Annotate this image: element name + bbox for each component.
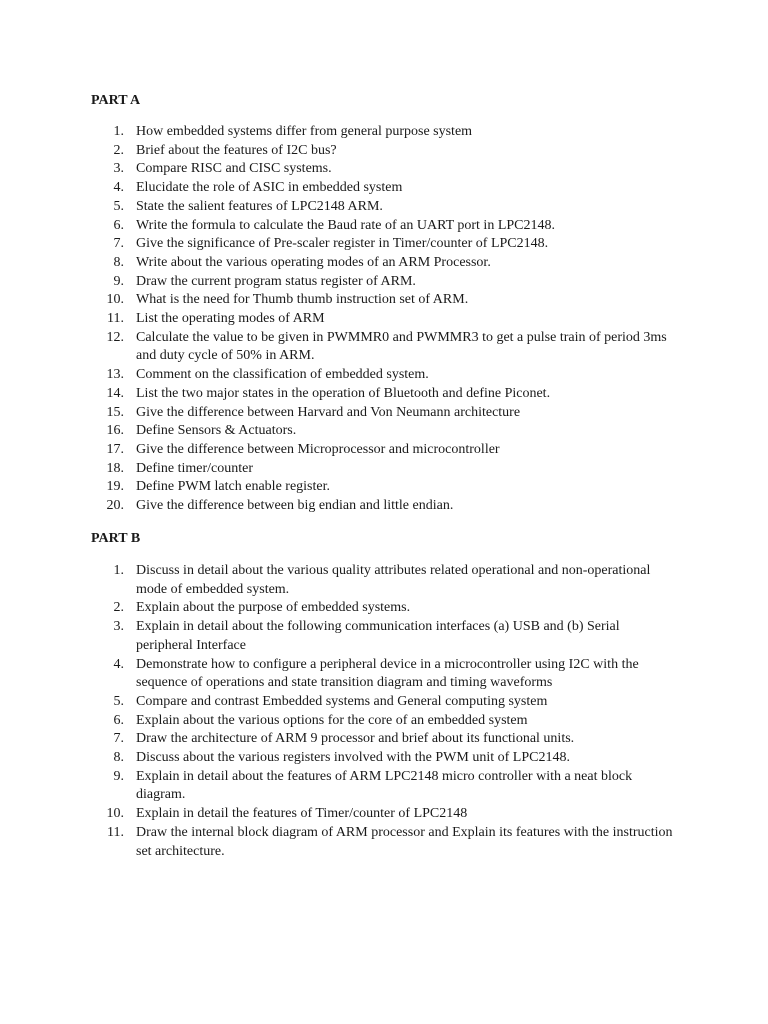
- question-item: [0, 497, 768, 516]
- question-item: [0, 730, 768, 749]
- question-item: [0, 562, 768, 599]
- question-item: [0, 693, 768, 712]
- question-item: [0, 656, 768, 693]
- question-item: [0, 749, 768, 768]
- question-text: Write the formula to calculate the Baud rate of an UART port in LPC2148.: [136, 217, 556, 233]
- question-text: Give the difference between Harvard and Von Neumann architecture: [136, 404, 521, 420]
- question-number: 5.: [113, 198, 124, 214]
- question-text: Explain about the purpose of embedded systems.: [136, 600, 411, 616]
- question-item: [0, 254, 768, 273]
- question-number: 6.: [113, 217, 124, 233]
- question-text: Explain in detail the features of Timer/counter of LPC2148: [136, 806, 468, 822]
- question-text: Write about the various operating modes of an ARM Processor.: [136, 254, 491, 270]
- question-text: Give the difference between Microprocessor and microcontroller: [136, 441, 500, 457]
- question-text: Explain in detail about the features of ARM LPC2148 micro controller with a neat block diagram.: [136, 768, 633, 803]
- question-text: Draw the architecture of ARM 9 processor and brief about its functional units.: [136, 731, 575, 747]
- question-number: 20.: [106, 498, 124, 514]
- question-number: 9.: [113, 768, 124, 784]
- question-item: [0, 824, 768, 861]
- question-item: [0, 142, 768, 161]
- question-item: [0, 198, 768, 217]
- question-text: Compare and contrast Embedded systems and General computing system: [136, 693, 548, 709]
- question-number: 9.: [113, 273, 124, 289]
- question-item: [0, 385, 768, 404]
- question-text: Define timer/counter: [136, 460, 254, 476]
- question-number: 11.: [107, 824, 124, 840]
- part-b-heading: PART B: [91, 531, 141, 546]
- question-number: 1.: [113, 563, 124, 578]
- question-text: Define PWM latch enable register.: [136, 479, 330, 495]
- question-item: [0, 123, 768, 142]
- question-text: Give the difference between big endian and little endian.: [136, 498, 454, 514]
- question-text: State the salient features of LPC2148 ARM.: [136, 198, 383, 214]
- question-number: 8.: [113, 254, 124, 270]
- question-number: 2.: [113, 600, 124, 616]
- question-item: [0, 768, 768, 805]
- question-text: Demonstrate how to configure a peripheral device in a microcontroller using I2C with the sequence of operations and state transition diagram and timing waveforms: [136, 656, 639, 691]
- question-number: 16.: [106, 423, 124, 439]
- question-item: [0, 460, 768, 479]
- question-text: Discuss about the various registers involved with the PWM unit of LPC2148.: [136, 750, 570, 766]
- question-text: What is the need for Thumb thumb instruction set of ARM.: [136, 292, 469, 308]
- question-number: 3.: [113, 619, 124, 635]
- question-number: 3.: [113, 161, 124, 177]
- question-text: Give the significance of Pre-scaler register in Timer/counter of LPC2148.: [136, 236, 549, 252]
- question-text: Brief about the features of I2C bus?: [136, 142, 337, 158]
- question-item: [0, 217, 768, 236]
- question-text: Calculate the value to be given in PWMMR0 and PWMMR3 to get a pulse train of period 3ms and duty cycle of 50% in ARM.: [136, 329, 667, 364]
- question-item: [0, 404, 768, 423]
- question-text: Elucidate the role of ASIC in embedded system: [136, 180, 403, 196]
- question-text: Define Sensors & Actuators.: [136, 423, 297, 439]
- question-item: [0, 273, 768, 292]
- question-text: Explain in detail about the following communication interfaces (a) USB and (b) Serial peripheral Interface: [136, 619, 620, 653]
- question-number: 4.: [113, 180, 124, 196]
- question-item: [0, 329, 768, 366]
- question-number: 11.: [107, 311, 124, 327]
- question-number: 5.: [113, 693, 124, 709]
- question-text: Draw the current program status register of ARM.: [136, 273, 416, 289]
- part-a-heading: PART A: [91, 93, 141, 108]
- question-item: [0, 235, 768, 254]
- question-item: [0, 310, 768, 329]
- question-item: [0, 618, 768, 655]
- question-number: 2.: [113, 142, 124, 158]
- question-item: [0, 478, 768, 497]
- question-item: [0, 422, 768, 441]
- question-number: 7.: [113, 236, 124, 252]
- question-item: [0, 441, 768, 460]
- question-number: 18.: [106, 460, 124, 476]
- part-a-question-list: [0, 123, 768, 516]
- question-item: [0, 712, 768, 731]
- question-number: 19.: [106, 479, 124, 495]
- question-item: [0, 291, 768, 310]
- question-text: Comment on the classification of embedded system.: [136, 367, 429, 383]
- question-text: List the two major states in the operation of Bluetooth and define Piconet.: [136, 385, 551, 401]
- question-number: 12.: [106, 329, 124, 345]
- question-number: 10.: [106, 806, 124, 822]
- part-b-question-list: [0, 562, 768, 861]
- question-number: 6.: [113, 712, 124, 728]
- question-number: 13.: [106, 367, 124, 383]
- question-text: Discuss in detail about the various quality attributes related operational and non-operational mode of embedded system.: [136, 563, 651, 597]
- question-number: 4.: [113, 656, 124, 672]
- question-text: List the operating modes of ARM: [136, 311, 325, 327]
- question-text: Explain about the various options for the core of an embedded system: [136, 712, 528, 728]
- question-item: [0, 160, 768, 179]
- question-number: 15.: [106, 404, 124, 420]
- question-item: [0, 179, 768, 198]
- question-number: 8.: [113, 750, 124, 766]
- question-number: 7.: [113, 731, 124, 747]
- question-number: 1.: [113, 124, 124, 139]
- question-number: 14.: [106, 385, 124, 401]
- question-text: How embedded systems differ from general purpose system: [136, 124, 473, 139]
- question-item: [0, 366, 768, 385]
- question-number: 10.: [106, 292, 124, 308]
- question-item: [0, 805, 768, 824]
- question-text: Draw the internal block diagram of ARM processor and Explain its features with the instruction set architecture.: [136, 824, 673, 859]
- question-text: Compare RISC and CISC systems.: [136, 161, 332, 177]
- question-item: [0, 599, 768, 618]
- question-number: 17.: [106, 441, 124, 457]
